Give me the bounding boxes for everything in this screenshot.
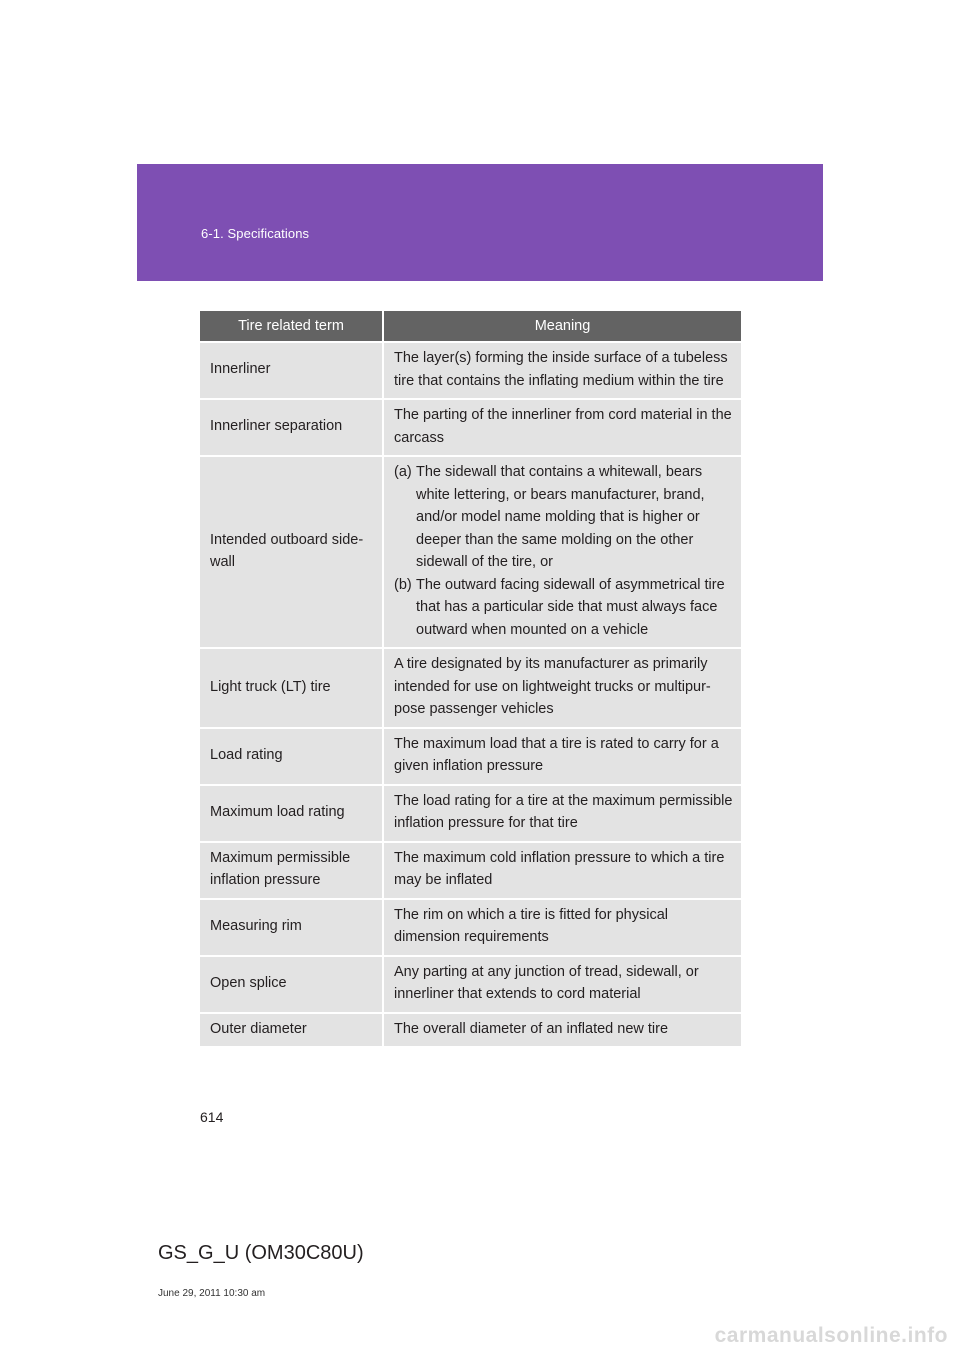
header-band	[137, 164, 823, 281]
table-row	[200, 342, 741, 399]
meaning-cell: The layer(s) forming the inside surface of a tubeless tire that contains the inflating medium within the tire	[383, 342, 741, 399]
term-cell: Open splice	[200, 956, 383, 1013]
section-title: 6-1. Specifications	[201, 226, 310, 241]
term-cell: Load rating	[200, 728, 383, 785]
list-item	[394, 574, 737, 642]
term-cell: Outer diameter	[200, 1013, 383, 1047]
term-cell: Maximum load rating	[200, 785, 383, 842]
meaning-cell: The maximum cold inflation pressure to which a tire may be inflated	[383, 842, 741, 899]
list-text: The outward facing sidewall of asymmetrical tire that has a particular side that must always face outward when mounted on a vehicle	[416, 576, 725, 638]
meaning-cell: The load rating for a tire at the maximum permissible inflation pressure for that tire	[383, 785, 741, 842]
meaning-cell: The parting of the innerliner from cord material in the carcass	[383, 399, 741, 456]
term-cell: Intended outboard side-wall	[200, 456, 383, 648]
column-header-meaning: Meaning	[383, 311, 741, 342]
tire-terms-table	[200, 311, 741, 1046]
list-marker: (a)	[394, 464, 412, 480]
table-row	[200, 456, 741, 648]
page-number: 614	[200, 1109, 224, 1125]
list-item	[394, 461, 737, 574]
table-header-row	[200, 311, 741, 342]
table-row	[200, 648, 741, 728]
meaning-cell: The maximum load that a tire is rated to carry for a given inflation pressure	[383, 728, 741, 785]
table-row	[200, 842, 741, 899]
term-cell: Innerliner separation	[200, 399, 383, 456]
meaning-cell: A tire designated by its manufacturer as primarily intended for use on lightweight trucks or multipur-pose passenger vehicles	[383, 648, 741, 728]
watermark[interactable]: carmanualsonline.info	[714, 1324, 948, 1347]
term-cell: Light truck (LT) tire	[200, 648, 383, 728]
term-cell: Innerliner	[200, 342, 383, 399]
meaning-cell: The overall diameter of an inflated new tire	[383, 1013, 741, 1047]
list-text: The sidewall that contains a whitewall, bears white lettering, or bears manufacturer, brand, and/or model name molding that is higher or deeper than the same molding on the other sidewall of the tire, or	[416, 464, 705, 570]
table-row	[200, 956, 741, 1013]
document-date: June 29, 2011 10:30 am	[158, 1288, 266, 1299]
meaning-cell: The rim on which a tire is fitted for physical dimension requirements	[383, 899, 741, 956]
table-row	[200, 1013, 741, 1047]
column-header-term: Tire related term	[200, 311, 383, 342]
table-row	[200, 399, 741, 456]
table-row	[200, 785, 741, 842]
table-row	[200, 899, 741, 956]
meaning-cell	[383, 456, 741, 648]
table-row	[200, 728, 741, 785]
list-marker: (b)	[394, 576, 412, 593]
term-cell: Maximum permissible inflation pressure	[200, 842, 383, 899]
term-cell: Measuring rim	[200, 899, 383, 956]
meaning-cell: Any parting at any junction of tread, sidewall, or innerliner that extends to cord material	[383, 956, 741, 1013]
document-code: GS_G_U (OM30C80U)	[158, 1242, 364, 1264]
